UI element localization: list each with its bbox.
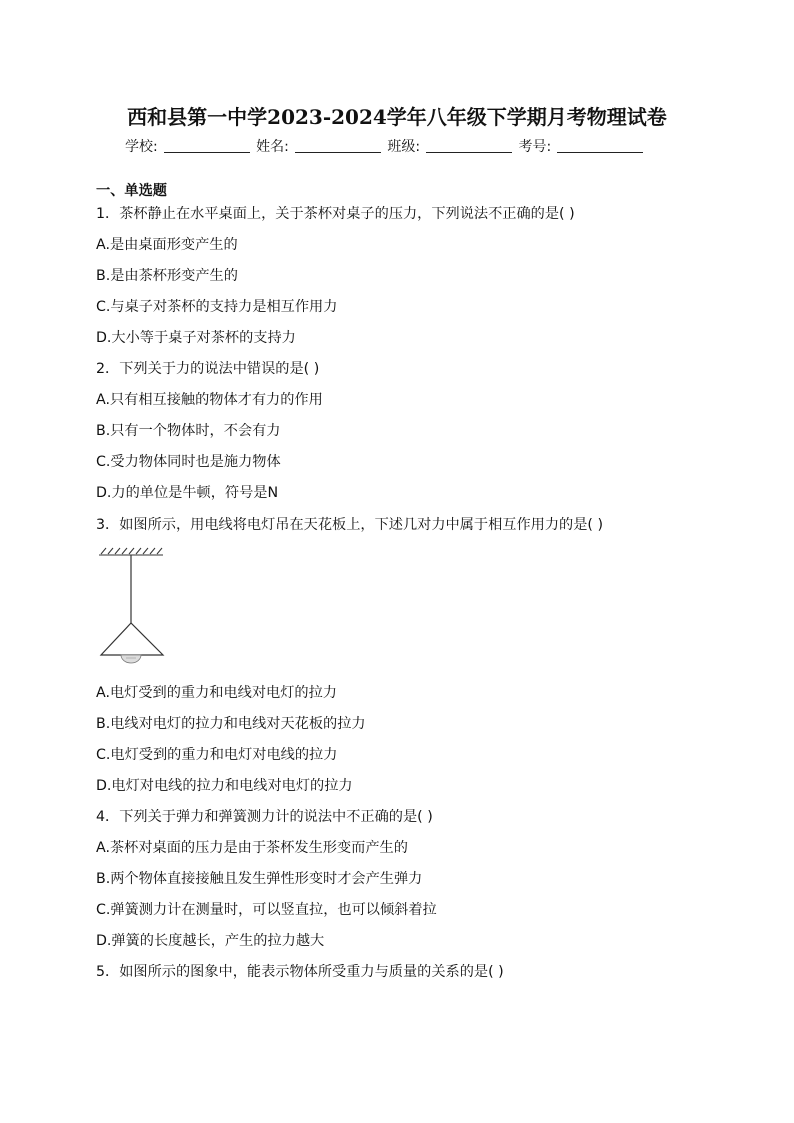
- school-label: 学校:: [125, 139, 158, 155]
- section-heading: 一、单选题: [96, 183, 167, 199]
- school-blank: [164, 138, 250, 153]
- ceiling-hatch: [99, 548, 163, 555]
- name-label: 姓名:: [256, 139, 289, 155]
- option-2c: C.受力物体同时也是施力物体: [96, 454, 281, 470]
- option-3b: B.电线对电灯的拉力和电线对天花板的拉力: [96, 716, 366, 732]
- option-1a: A.是由桌面形变产生的: [96, 237, 238, 253]
- class-blank: [426, 138, 512, 153]
- hanging-lamp-figure: [97, 547, 169, 671]
- question-2: 2．下列关于力的说法中错误的是( ): [96, 361, 320, 377]
- option-1d: D.大小等于桌子对茶杯的支持力: [96, 330, 296, 346]
- option-4a: A.茶杯对桌面的压力是由于茶杯发生形变而产生的: [96, 840, 408, 856]
- option-2b: B.只有一个物体时，不会有力: [96, 423, 281, 439]
- option-3d: D.电灯对电线的拉力和电线对电灯的拉力: [96, 778, 353, 794]
- option-1c: C.与桌子对茶杯的支持力是相互作用力: [96, 299, 338, 315]
- question-1: 1．茶杯静止在水平桌面上，关于茶杯对桌子的压力，下列说法不正确的是( ): [96, 206, 575, 222]
- question-3: 3．如图所示，用电线将电灯吊在天花板上，下述几对力中属于相互作用力的是( ): [96, 517, 603, 533]
- exam-number-blank: [557, 138, 643, 153]
- option-4d: D.弹簧的长度越长，产生的拉力越大: [96, 933, 325, 949]
- option-3a: A.电灯受到的重力和电线对电灯的拉力: [96, 685, 337, 701]
- option-2d: D.力的单位是牛顿，符号是N: [96, 485, 279, 501]
- lamp-shade: [101, 623, 163, 655]
- name-blank: [295, 138, 381, 153]
- option-4c: C.弹簧测力计在测量时，可以竖直拉，也可以倾斜着拉: [96, 902, 437, 918]
- class-label: 班级:: [387, 139, 421, 155]
- option-2a: A.只有相互接触的物体才有力的作用: [96, 392, 323, 408]
- student-info-row: [125, 136, 645, 156]
- question-4: 4．下列关于弹力和弹簧测力计的说法中不正确的是( ): [96, 809, 433, 825]
- exam-title: 西和县第一中学2023-2024学年八年级下学期月考物理试卷: [127, 105, 667, 129]
- option-4b: B.两个物体直接接触且发生弹性形变时才会产生弹力: [96, 871, 423, 887]
- question-5: 5．如图所示的图象中，能表示物体所受重力与质量的关系的是( ): [96, 964, 504, 980]
- exam-number-label: 考号:: [518, 139, 552, 155]
- option-3c: C.电灯受到的重力和电灯对电线的拉力: [96, 747, 338, 763]
- bulb: [121, 655, 141, 663]
- option-1b: B.是由茶杯形变产生的: [96, 268, 238, 284]
